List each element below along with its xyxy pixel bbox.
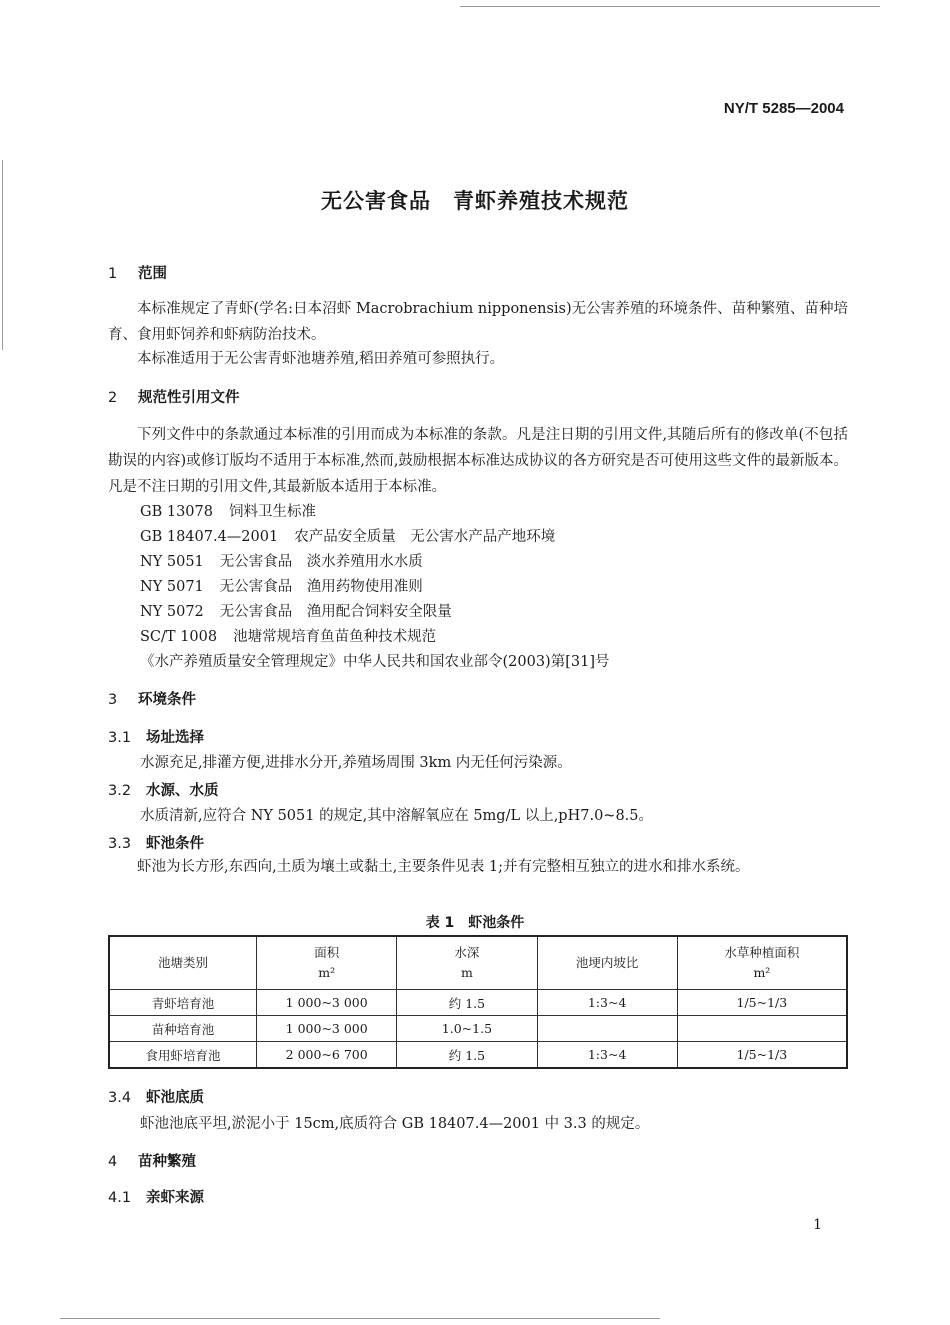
site-selection-text: 水源充足,排灌方便,进排水分开,养殖场周围 3km 内无任何污染源。 xyxy=(140,755,572,771)
section-number: 2 xyxy=(108,390,118,406)
reference-code: GB 13078 xyxy=(140,504,213,520)
reference-code: NY 5051 xyxy=(140,554,204,570)
table-header-cell xyxy=(537,936,677,990)
reference-code: SC/T 1008 xyxy=(140,629,218,645)
water-quality-text: 水质清新,应符合 NY 5051 的规定,其中溶解氧应在 5mg/L 以上,pH7.0~8.5。 xyxy=(140,808,653,824)
reference-item xyxy=(140,600,468,621)
reference-title: 无公害食品 淡水养殖用水水质 xyxy=(219,554,423,570)
table-header-row xyxy=(109,936,847,990)
header-unit: m xyxy=(460,965,473,980)
reference-title: 无公害食品 渔用药物使用准则 xyxy=(219,579,423,595)
scope-paragraph-2: 本标准适用于无公害青虾池塘养殖,稻田养殖可参照执行。 xyxy=(137,351,505,367)
table-cell xyxy=(677,1016,847,1042)
table-row xyxy=(109,1016,847,1042)
header-label: 水深 xyxy=(454,945,480,960)
section-3-3-heading xyxy=(108,832,204,853)
header-label: 池塘类别 xyxy=(158,955,209,970)
reference-item xyxy=(140,625,452,646)
table-cell: 青虾培育池 xyxy=(109,990,257,1016)
table-cell: 2 000~6 700 xyxy=(257,1042,397,1069)
header-unit: m² xyxy=(318,965,336,980)
table-caption: 表 1 虾池条件 xyxy=(425,915,525,931)
table-cell: 1:3~4 xyxy=(537,990,677,1016)
table-cell: 食用虾培育池 xyxy=(109,1042,257,1069)
section-3-1-heading xyxy=(108,726,204,747)
table-header-cell xyxy=(677,936,847,990)
reference-code: NY 5072 xyxy=(140,604,204,620)
table-cell: 1 000~3 000 xyxy=(257,990,397,1016)
reference-title: 农产品安全质量 无公害水产品产地环境 xyxy=(294,529,556,545)
section-number: 4 xyxy=(108,1154,118,1170)
section-title: 场址选择 xyxy=(146,730,204,746)
header-unit: m² xyxy=(753,965,771,980)
references-intro: 下列文件中的条款通过本标准的引用而成为本标准的条款。凡是注日期的引用文件,其随后所有的修改单(不包括勘误的内容)或修订版均不适用于本标准,然而,鼓励根据本标准达成协议的各方研究是否可使用这些文件的最新版本。凡是不注日期的引用文件,其最新版本适用于本标准。 xyxy=(108,427,848,495)
reference-title: 无公害食品 渔用配合饲料安全限量 xyxy=(219,604,452,620)
header-label: 池埂内坡比 xyxy=(575,955,639,970)
pond-conditions-table xyxy=(108,935,848,1069)
table-row xyxy=(109,1042,847,1069)
table-cell: 1.0~1.5 xyxy=(397,1016,537,1042)
table-cell: 1/5~1/3 xyxy=(677,990,847,1016)
section-2-heading xyxy=(108,386,240,407)
reference-title: 饲料卫生标准 xyxy=(228,504,316,520)
reference-code: GB 18407.4—2001 xyxy=(140,529,279,545)
regulation-reference: 《水产养殖质量安全管理规定》中华人民共和国农业部令(2003)第[31]号 xyxy=(140,654,610,670)
pond-conditions-text: 虾池为长方形,东西向,土质为壤土或黏土,主要条件见表 1;并有完整相互独立的进水和排水系统。 xyxy=(137,859,750,875)
scope-paragraph-1: 本标准规定了青虾(学名:日本沼虾 Macrobrachium nipponensis)无公害养殖的环境条件、苗种繁殖、苗种培育、食用虾饲养和虾病防治技术。 xyxy=(108,301,848,343)
table-cell: 1 000~3 000 xyxy=(257,1016,397,1042)
section-4-heading xyxy=(108,1150,196,1171)
standard-code: NY/T 5285—2004 xyxy=(723,100,844,117)
table-row xyxy=(109,990,847,1016)
reference-item xyxy=(140,500,332,521)
section-number: 1 xyxy=(108,266,118,282)
table-cell: 苗种培育池 xyxy=(109,1016,257,1042)
section-title: 虾池底质 xyxy=(146,1090,204,1106)
section-number: 3.2 xyxy=(108,783,132,799)
page-number: 1 xyxy=(813,1217,822,1233)
reference-title: 池塘常规培育鱼苗鱼种技术规范 xyxy=(233,629,437,645)
section-title: 水源、水质 xyxy=(146,783,219,799)
reference-item xyxy=(140,525,571,546)
section-3-4-heading xyxy=(108,1086,204,1107)
section-title: 范围 xyxy=(138,266,167,282)
section-title: 环境条件 xyxy=(138,692,196,708)
table-cell: 约 1.5 xyxy=(397,990,537,1016)
table-cell: 1/5~1/3 xyxy=(677,1042,847,1069)
section-3-2-heading xyxy=(108,779,219,800)
table-cell: 1:3~4 xyxy=(537,1042,677,1069)
section-title: 规范性引用文件 xyxy=(138,390,240,406)
section-title: 苗种繁殖 xyxy=(138,1154,196,1170)
header-label: 面积 xyxy=(314,945,340,960)
page-title: 无公害食品 青虾养殖技术规范 xyxy=(321,189,629,213)
section-4-1-heading xyxy=(108,1186,204,1207)
reference-item xyxy=(140,575,439,596)
section-title: 亲虾来源 xyxy=(146,1190,204,1206)
table-cell xyxy=(537,1016,677,1042)
section-number: 3.3 xyxy=(108,836,132,852)
pond-bottom-text: 虾池池底平坦,淤泥小于 15cm,底质符合 GB 18407.4—2001 中 3.3 的规定。 xyxy=(140,1116,650,1132)
section-number: 3 xyxy=(108,692,118,708)
scan-mark-top xyxy=(460,6,880,7)
table-cell: 约 1.5 xyxy=(397,1042,537,1069)
scan-mark-bottom xyxy=(60,1318,660,1319)
section-number: 4.1 xyxy=(108,1190,132,1206)
table-header-cell xyxy=(109,936,257,990)
section-number: 3.4 xyxy=(108,1090,132,1106)
section-number: 3.1 xyxy=(108,730,132,746)
reference-code: NY 5071 xyxy=(140,579,204,595)
table-header-cell xyxy=(257,936,397,990)
table-header-cell xyxy=(397,936,537,990)
section-title: 虾池条件 xyxy=(146,836,204,852)
section-1-heading xyxy=(108,262,167,283)
section-3-heading xyxy=(108,688,196,709)
reference-item xyxy=(140,550,439,571)
header-label: 水草种植面积 xyxy=(724,945,800,960)
